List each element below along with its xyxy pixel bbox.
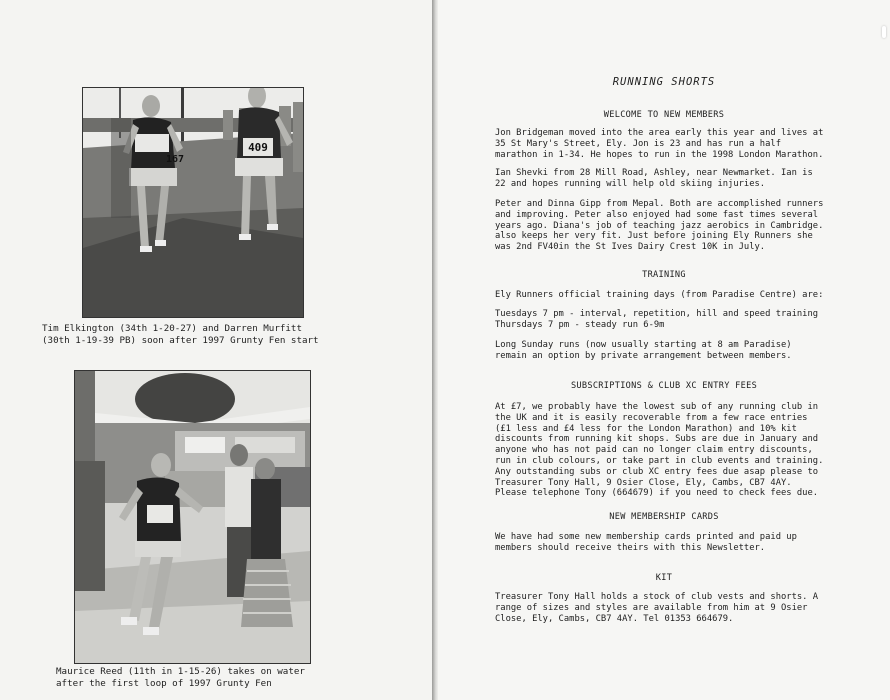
- para-jon-bridgeman: [495, 128, 875, 160]
- photo-runner-water-station: [74, 370, 311, 664]
- text-line: At £7, we probably have the lowest sub of any running club in: [495, 402, 819, 412]
- text-line: Close, Ely, Cambs, CB7 4AY. Tel 01353 664679.: [495, 613, 734, 624]
- text-line: anyone who has not paid can no longer claim entry discounts,: [495, 445, 813, 456]
- text-line: Treasurer Tony Hall, 9 Osier Close, Ely, Cambs, CB7 4AY.: [495, 477, 792, 488]
- text-line: and improving. Peter also enjoyed had some fast times several: [495, 209, 819, 220]
- text-line: Ian Shevki from 28 Mill Road, Ashley, near Newmarket. Ian is: [495, 168, 813, 178]
- text-line: Long Sunday runs (now usually starting at 8 am Paradise): [495, 340, 792, 350]
- binding-hole: [882, 26, 886, 38]
- text-line: Jon Bridgeman moved into the area early this year and lives at: [495, 128, 824, 138]
- left-page: [0, 0, 432, 700]
- para-sunday-runs: [495, 340, 875, 362]
- text-line: Peter and Dinna Gipp from Mepal. Both are accomplished runners: [495, 199, 824, 209]
- text-line: discounts from running kit shops. Subs are due in January and: [495, 434, 819, 445]
- text-line: Please telephone Tony (664679) if you need to check fees due.: [495, 488, 819, 499]
- para-peter-dinna-gipp: [495, 199, 875, 253]
- heading-training: TRAINING: [642, 270, 686, 280]
- text-line: years ago. Diana's job of teaching jazz aerobics in Cambridge.: [495, 220, 824, 231]
- caption-top-photo: [42, 323, 319, 347]
- heading-subscriptions: SUBSCRIPTIONS & CLUB XC ENTRY FEES: [570, 381, 758, 391]
- caption-top-line-1: Tim Elkington (34th 1-20-27) and Darren Murfitt: [42, 323, 302, 334]
- text-line: (£1 less and £4 less for the London Marathon) and 10% kit: [495, 423, 797, 434]
- text-line: Thursdays 7 pm - steady run 6-9m: [495, 319, 665, 330]
- bib-167: 167: [165, 154, 185, 165]
- heading-welcome: WELCOME TO NEW MEMBERS: [603, 110, 725, 120]
- text-line: 35 St Mary's Street, Ely. Jon is 23 and has run a half: [495, 138, 781, 149]
- newsletter-title: RUNNING SHORTS: [612, 76, 716, 88]
- caption-bottom-photo: [56, 666, 305, 690]
- para-ian-shevki: [495, 168, 875, 190]
- para-membership-cards: [495, 532, 875, 554]
- text-line: run in club colours, or take part in club events and training.: [495, 455, 824, 466]
- para-subscriptions: [495, 402, 875, 499]
- caption-top-line-2: (30th 1-19-39 PB) soon after 1997 Grunty Fen start: [42, 335, 319, 346]
- para-training-days: [495, 290, 875, 301]
- text-line: 22 and hopes running will help old skiing injuries.: [495, 178, 766, 189]
- text-line: remain an option by private arrangement between members.: [495, 350, 792, 361]
- text-line: Tuesdays 7 pm - interval, repetition, hill and speed training: [495, 309, 819, 319]
- photo-runners-race-start: [82, 87, 304, 318]
- text-line: Ely Runners official training days (from Paradise Centre) are:: [495, 290, 824, 300]
- para-kit: [495, 592, 875, 624]
- para-training-schedule: [495, 309, 875, 331]
- text-line: the UK and it is easily recoverable from a few race entries: [495, 412, 808, 423]
- text-line: Treasurer Tony Hall holds a stock of club vests and shorts. A: [495, 592, 819, 602]
- text-line: also keeps her very fit. Just before joining Ely Runners she: [495, 231, 813, 242]
- text-line: was 2nd FV40in the St Ives Dairy Crest 10K in July.: [495, 242, 766, 253]
- text-line: members should receive theirs with this Newsletter.: [495, 542, 766, 553]
- text-line: range of sizes and styles are available from him at 9 Osier: [495, 602, 808, 613]
- heading-kit: KIT: [655, 573, 673, 583]
- heading-membership-cards: NEW MEMBERSHIP CARDS: [609, 512, 719, 522]
- caption-bottom-line-2: after the first loop of 1997 Grunty Fen: [56, 678, 272, 689]
- text-line: We have had some new membership cards printed and paid up: [495, 532, 797, 542]
- text-line: Any outstanding subs or club XC entry fees due asap please to: [495, 466, 819, 477]
- right-page: [438, 0, 890, 700]
- caption-bottom-line-1: Maurice Reed (11th in 1-15-26) takes on water: [56, 666, 305, 677]
- text-line: marathon in 1-34. He hopes to run in the 1998 London Marathon.: [495, 149, 824, 160]
- bib-409: 409: [248, 141, 268, 154]
